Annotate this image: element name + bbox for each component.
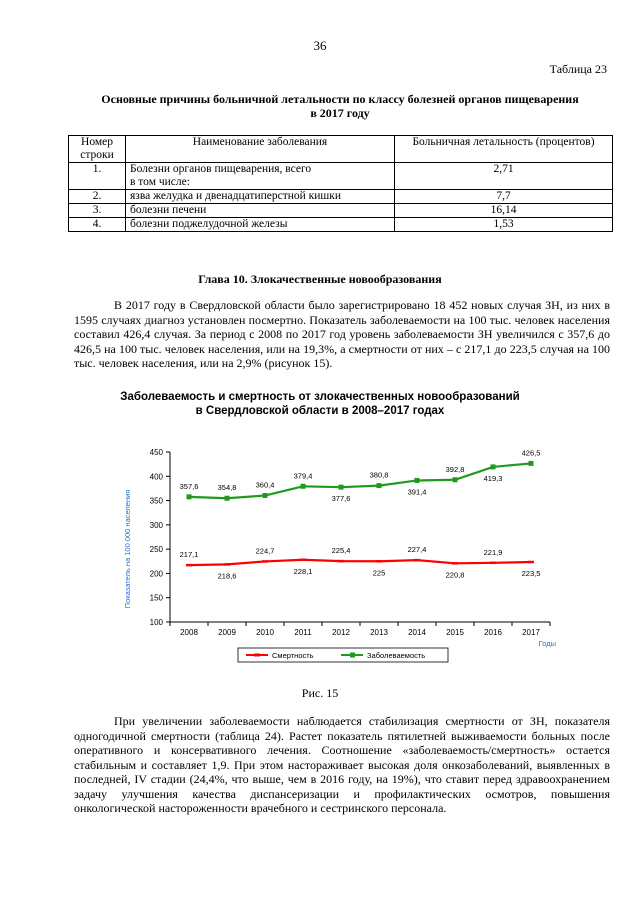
x-tick-label: 2013	[370, 628, 388, 637]
data-label: 217,1	[179, 550, 199, 560]
table-row	[69, 163, 613, 190]
series-line-mortality	[189, 560, 531, 565]
data-point	[529, 461, 534, 466]
row-name	[126, 163, 395, 190]
x-tick-label: 2010	[256, 628, 274, 637]
row-num: 3.	[69, 204, 126, 218]
data-point	[491, 464, 496, 469]
x-tick-label: 2015	[446, 628, 464, 637]
data-point	[301, 484, 306, 489]
chart-title-line2: в Свердловской области в 2008–2017 годах	[195, 405, 445, 417]
data-label: 223,5	[521, 569, 541, 579]
y-tick-label: 400	[149, 472, 163, 482]
data-point	[187, 494, 192, 499]
x-tick-label: 2012	[332, 628, 350, 637]
data-label: 218,6	[217, 571, 237, 581]
data-label: 379,4	[293, 471, 313, 481]
chapter-title: Глава 10. Злокачественные новообразования	[198, 272, 442, 286]
y-tick-label: 250	[149, 545, 163, 555]
legend-marker	[350, 653, 355, 658]
table-number: Таблица 23	[549, 62, 607, 76]
row-num: 4.	[69, 218, 126, 232]
data-label: 360,4	[255, 480, 275, 490]
table-row	[69, 204, 613, 218]
row-value: 16,14	[395, 204, 613, 218]
table-title-line2: в 2017 году	[310, 106, 370, 120]
row-name-line2: в том числе:	[130, 176, 190, 188]
data-point	[263, 493, 268, 498]
header-num-line1: Номер	[81, 136, 113, 148]
paragraph-1	[74, 298, 610, 371]
x-tick-label: 2014	[408, 628, 426, 637]
row-value: 2,71	[395, 163, 613, 190]
page-number: 36	[313, 38, 327, 53]
incidence-mortality-chart	[110, 432, 570, 672]
row-value: 7,7	[395, 190, 613, 204]
x-tick-label: 2016	[484, 628, 502, 637]
table-row	[69, 190, 613, 204]
data-label: 228,1	[293, 566, 313, 576]
data-label: 227,4	[407, 545, 427, 555]
x-tick-label: 2011	[294, 628, 312, 637]
data-label: 220,8	[445, 570, 465, 580]
y-tick-label: 450	[149, 448, 163, 457]
table-title	[70, 92, 610, 120]
data-label: 357,6	[179, 481, 199, 491]
y-tick-label: 100	[149, 618, 163, 627]
figure-caption: Рис. 15	[301, 686, 339, 700]
row-name: язва желудка и двенадцатиперстной кишки	[126, 190, 395, 204]
row-num: 1.	[69, 163, 126, 190]
data-label: 354,8	[217, 483, 237, 493]
row-value: 1,53	[395, 218, 613, 232]
table-header-row	[69, 136, 613, 163]
legend-label: Смертность	[272, 651, 314, 660]
header-num	[69, 136, 126, 163]
data-label: 391,4	[407, 487, 427, 497]
data-label: 377,6	[331, 494, 351, 504]
data-point	[415, 478, 420, 483]
lethality-table	[68, 135, 613, 232]
y-tick-label: 350	[149, 496, 163, 506]
x-tick-label: 2017	[522, 628, 540, 637]
data-label: 224,7	[255, 546, 275, 556]
y-tick-label: 200	[149, 569, 163, 579]
header-num-line2: строки	[80, 149, 114, 161]
x-axis-title: Годы	[538, 639, 556, 648]
series-line-incidence	[189, 463, 531, 498]
row-name: болезни поджелудочной железы	[126, 218, 395, 232]
x-tick-label: 2008	[180, 628, 198, 637]
y-tick-label: 300	[149, 520, 163, 530]
paragraph-2	[74, 714, 610, 816]
data-label: 419,3	[483, 473, 503, 483]
x-tick-label: 2009	[218, 628, 236, 637]
paragraph-1-text: В 2017 году в Свердловской области было зарегистрировано 18 452 новых случая ЗН, из них в 1595 случаях диагноз установлен посмертно. Показатель заболеваемости на 100 тыс. человек населения составил 426,4 случая. За период с 2008 по 2017 год уровень заболеваемости ЗН увеличился с 357,6 до 426,5 на 100 тыс. человек населения, или на 19,3%, а смертности от них – с 217,1 до 223,5 случая на 100 тыс. человек населения, или на 2,9% (рисунок 15).	[74, 298, 610, 370]
y-tick-label: 150	[149, 593, 163, 603]
table-row	[69, 218, 613, 232]
data-point	[339, 485, 344, 490]
data-label: 426,5	[521, 448, 541, 458]
chart-title	[0, 390, 640, 418]
legend-label: Заболеваемость	[367, 651, 426, 660]
table-title-line1: Основные причины больничной летальности по классу болезней органов пищеварения	[101, 92, 579, 106]
row-name-line1: Болезни органов пищеварения, всего	[130, 163, 312, 175]
data-label: 225,4	[331, 546, 351, 556]
paragraph-2-text: При увеличении заболеваемости наблюдается стабилизация смертности от ЗН, показателя одногодичной смертности (таблица 24). Растет показатель пятилетней выживаемости больных после оперативного и консервативного лечения. Соотношение «заболеваемость/смертность» остается стабильным и составляет 1,9. При этом настораживает высокая доля онкозаболеваний, выявленных в последней, IV стадии (24,4%, что выше, чем в 2016 году, на 19%), что ставит перед здравоохранением задачу улучшения качества диспансеризации и профилактических осмотров, повышения онкологической настороженности врачебного и сестринского персонала.	[74, 714, 610, 815]
data-point	[225, 496, 230, 501]
row-name: болезни печени	[126, 204, 395, 218]
data-point	[453, 477, 458, 482]
data-label: 392,8	[445, 464, 465, 474]
data-label: 221,9	[483, 547, 503, 557]
y-axis-title: Показатель на 100 000 населения	[123, 489, 132, 609]
chart-title-line1: Заболеваемость и смертность от злокачественных новообразований	[120, 391, 520, 403]
data-label: 225	[372, 568, 386, 578]
data-label: 380,8	[369, 470, 389, 480]
data-point	[377, 483, 382, 488]
row-num: 2.	[69, 190, 126, 204]
header-name: Наименование заболевания	[126, 136, 395, 163]
header-value: Больничная летальность (процентов)	[395, 136, 613, 163]
